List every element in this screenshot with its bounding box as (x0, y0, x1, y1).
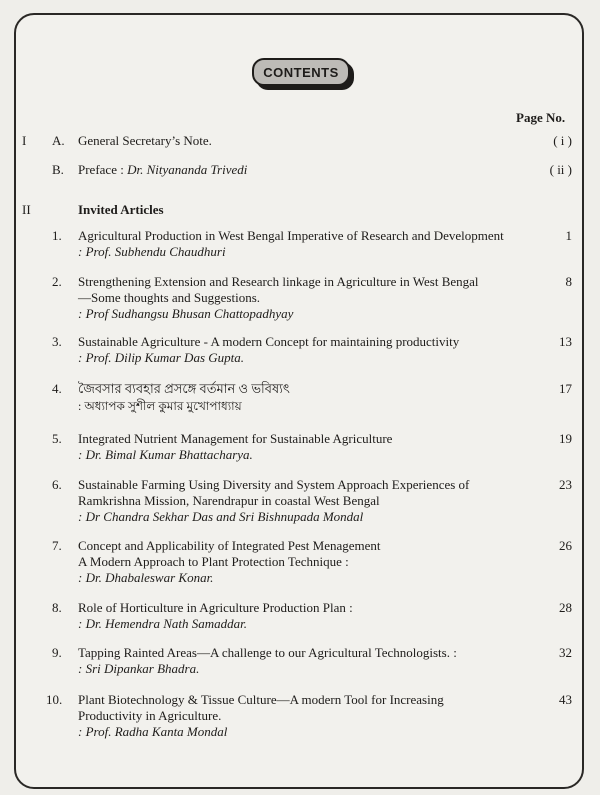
article-page: 23 (559, 477, 572, 492)
entry-title: General Secretary’s Note. (78, 133, 212, 148)
article-author: : অধ্যাপক সুশীল কুমার মুখোপাধ্যায় (78, 399, 242, 413)
article-title: Sustainable Farming Using Diversity and System Approach Experiences of (78, 477, 470, 492)
article-title: Role of Horticulture in Agriculture Production Plan : (78, 600, 353, 615)
entry-page: ( ii ) (549, 162, 572, 177)
entry-letter: A. (52, 133, 65, 148)
article-author: : Sri Dipankar Bhadra. (78, 661, 200, 676)
article-author: : Dr. Dhabaleswar Konar. (78, 570, 214, 585)
article-number: 5. (52, 431, 62, 446)
article-number: 3. (52, 334, 62, 349)
article-title: Agricultural Production in West Bengal Imperative of Research and Development (78, 228, 504, 243)
article-title: Tapping Rainted Areas—A challenge to our Agricultural Technologists. : (78, 645, 457, 660)
article-author: : Prof. Radha Kanta Mondal (78, 724, 228, 739)
article-number: 10. (46, 692, 63, 707)
article-page: 8 (565, 274, 572, 289)
article-title: Productivity in Agriculture. (78, 708, 222, 723)
article-author: : Dr. Bimal Kumar Bhattacharya. (78, 447, 253, 462)
entry-letter: B. (52, 162, 64, 177)
entry-title (78, 162, 247, 178)
article-title: Integrated Nutrient Management for Sustainable Agriculture (78, 431, 393, 446)
entry-title-prefix: Preface : (78, 162, 124, 177)
article-title: Plant Biotechnology & Tissue Culture—A modern Tool for Increasing (78, 692, 444, 707)
section-numeral: I (22, 133, 27, 148)
article-page: 26 (559, 538, 572, 553)
article-title: A Modern Approach to Plant Protection Technique : (78, 554, 349, 569)
article-title: জৈবসার ব্যবহার প্রসঙ্গে বর্তমান ও ভবিষ্যৎ (78, 381, 290, 396)
section-numeral: II (22, 202, 31, 217)
article-author: : Prof Sudhangsu Bhusan Chattopadhyay (78, 306, 294, 321)
article-page: 17 (559, 381, 572, 396)
article-title: —Some thoughts and Suggestions. (78, 290, 261, 305)
article-author: : Dr. Hemendra Nath Samaddar. (78, 616, 247, 631)
article-title: Ramkrishna Mission, Narendrapur in coastal West Bengal (78, 493, 380, 508)
article-number: 7. (52, 538, 62, 553)
entry-author: Dr. Nityananda Trivedi (127, 162, 248, 177)
article-number: 1. (52, 228, 62, 243)
contents-heading: CONTENTS (252, 58, 350, 86)
article-page: 1 (565, 228, 572, 243)
article-page: 19 (559, 431, 572, 446)
article-page: 32 (559, 645, 572, 660)
article-title: Strengthening Extension and Research linkage in Agriculture in West Bengal (78, 274, 479, 289)
article-author: : Prof. Subhendu Chaudhuri (78, 244, 226, 259)
section-title: Invited Articles (78, 202, 164, 217)
article-page: 43 (559, 692, 572, 707)
article-number: 2. (52, 274, 62, 289)
article-author: : Dr Chandra Sekhar Das and Sri Bishnupada Mondal (78, 509, 364, 524)
article-page: 13 (559, 334, 572, 349)
article-number: 4. (52, 381, 62, 396)
page-no-header: Page No. (516, 110, 566, 125)
article-title: Concept and Applicability of Integrated Pest Menagement (78, 538, 381, 553)
article-number: 6. (52, 477, 62, 492)
article-number: 8. (52, 600, 62, 615)
article-page: 28 (559, 600, 572, 615)
article-author: : Prof. Dilip Kumar Das Gupta. (78, 350, 244, 365)
article-number: 9. (52, 645, 62, 660)
article-title: Sustainable Agriculture - A modern Concept for maintaining productivity (78, 334, 460, 349)
entry-page: ( i ) (553, 133, 572, 148)
